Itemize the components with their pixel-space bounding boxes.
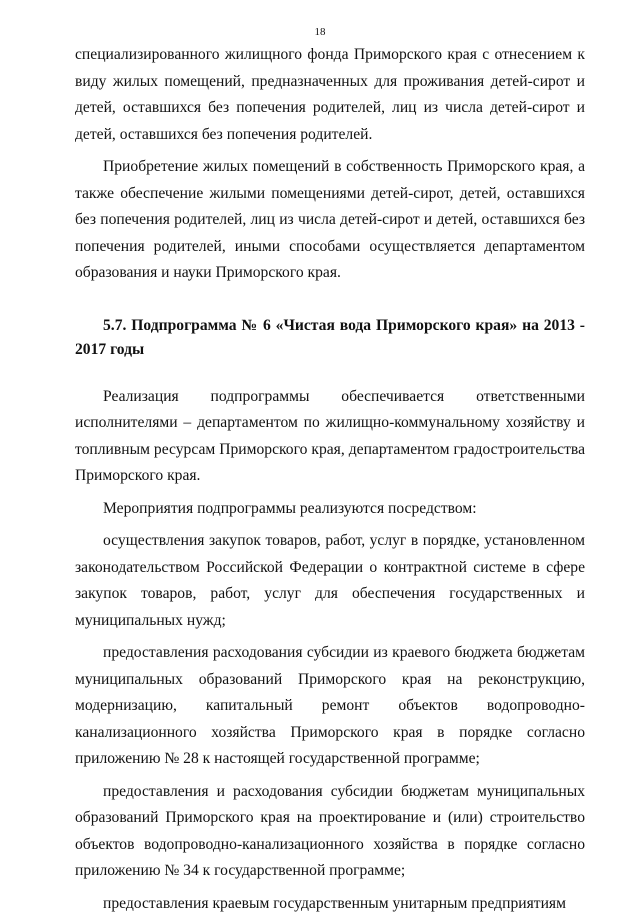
document-body [75,42,585,917]
paragraph-measures-intro: Мероприятия подпрограммы реализуются посредством: [75,496,585,523]
paragraph-subsidy-reconstruction: предоставления расходования субсидии из краевого бюджета бюджетам муниципальных образований Приморского края на реконструкцию, модернизацию, капитальный ремонт объектов водопроводно-канализационного хозяйства Приморского края в порядке согласно приложению № 28 к настоящей государственной программе; [75,640,585,773]
paragraph-state-enterprises: предоставления краевым государственным унитарным предприятиям [75,891,585,917]
paragraph-acquisition: Приобретение жилых помещений в собственность Приморского края, а также обеспечение жилыми помещениями детей-сирот, детей, оставшихся без попечения родителей, лиц из числа детей-сирот и детей, оставшихся без попечения родителей, иными способами осуществляется департаментом образования и науки Приморского края. [75,154,585,287]
paragraph-procurement: осуществления закупок товаров, работ, услуг в порядке, установленном законодательством Российской Федерации о контрактной системе в сфере закупок товаров, работ, услуг для обеспечения государственных и муниципальных нужд; [75,528,585,634]
paragraph-implementation: Реализация подпрограммы обеспечивается ответственными исполнителями – департаментом по жилищно-коммунальному хозяйству и топливным ресурсам Приморского края, департаментом градостроительства Приморского края. [75,384,585,490]
section-heading: 5.7. Подпрограмма № 6 «Чистая вода Приморского края» на 2013 - 2017 годы [75,314,585,362]
page-number: 18 [0,26,640,38]
paragraph-continuation: специализированного жилищного фонда Приморского края с отнесением к виду жилых помещений, предназначенных для проживания детей-сирот и детей, оставшихся без попечения родителей, лиц из числа детей-сирот и детей, оставшихся без попечения родителей. [75,42,585,148]
paragraph-subsidy-design: предоставления и расходования субсидии бюджетам муниципальных образований Приморского края на проектирование и (или) строительство объектов водопроводно-канализационного хозяйства в порядке согласно приложению № 34 к государственной программе; [75,779,585,885]
